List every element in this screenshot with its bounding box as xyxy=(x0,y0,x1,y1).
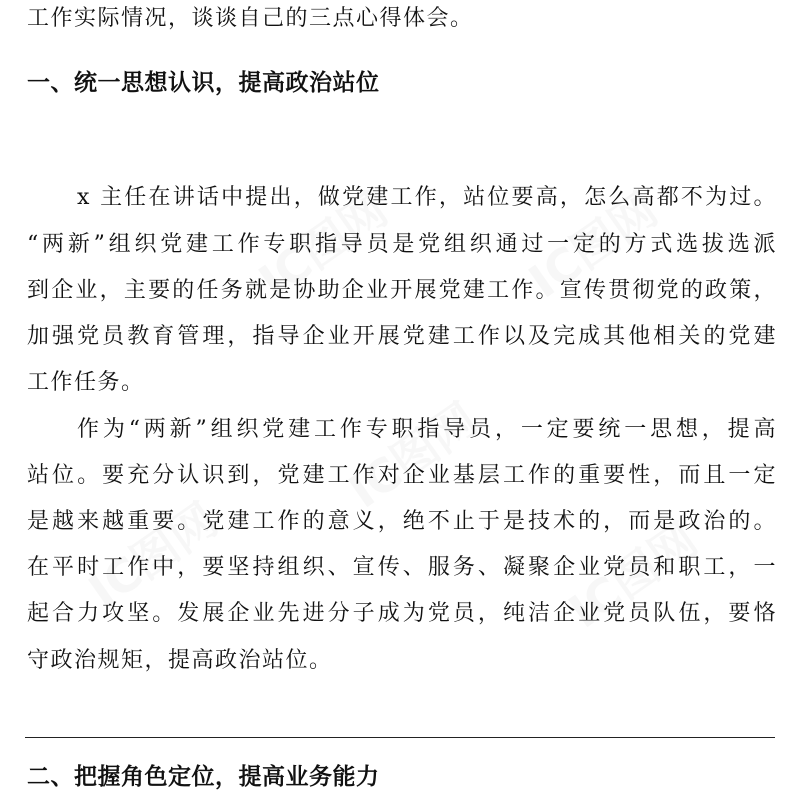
watermark: IC图网 xyxy=(79,492,228,619)
intro-line: 工作实际情况，谈谈自己的三点心得体会。 xyxy=(27,6,474,31)
paragraph-2-line-4: 在平时工作中，要坚持组织、宣传、服务、凝聚企业党员和职工，一 xyxy=(27,555,777,580)
watermark: IC图网 xyxy=(339,392,488,519)
paragraph-1-line-1: x 主任在讲话中提出，做党建工作，站位要高，怎么高都不为过。 xyxy=(77,185,777,210)
paragraph-1-line-5: 工作任务。 xyxy=(27,370,145,395)
paragraph-2-line-6: 守政治规矩，提高政治站位。 xyxy=(27,648,333,673)
section-heading-2: 二、把握角色定位，提高业务能力 xyxy=(27,764,380,790)
watermark: IC图网 xyxy=(249,182,398,309)
section-heading-1: 一、统一思想认识，提高政治站位 xyxy=(27,70,380,96)
paragraph-2-line-5: 起合力攻坚。发展企业先进分子成为党员，纯洁企业党员队伍，要恪 xyxy=(27,601,777,626)
paragraph-1-line-3: 到企业，主要的任务就是协助企业开展党建工作。宣传贯彻党的政策， xyxy=(27,278,777,303)
page-divider xyxy=(25,737,775,738)
watermark: IC图网 xyxy=(559,512,708,639)
paragraph-2-line-2: 站位。要充分认识到，党建工作对企业基层工作的重要性，而且一定 xyxy=(27,463,777,488)
paragraph-2-line-3: 是越来越重要。党建工作的意义，绝不止于是技术的，而是政治的。 xyxy=(27,509,777,534)
paragraph-1-line-2: “两新”组织党建工作专职指导员是党组织通过一定的方式选拔选派 xyxy=(27,232,777,257)
paragraph-1-line-4: 加强党员教育管理，指导企业开展党建工作以及完成其他相关的党建 xyxy=(27,324,777,349)
paragraph-2-line-1: 作为“两新”组织党建工作专职指导员，一定要统一思想，提高 xyxy=(77,417,777,442)
watermark: IC图网 xyxy=(519,182,668,309)
